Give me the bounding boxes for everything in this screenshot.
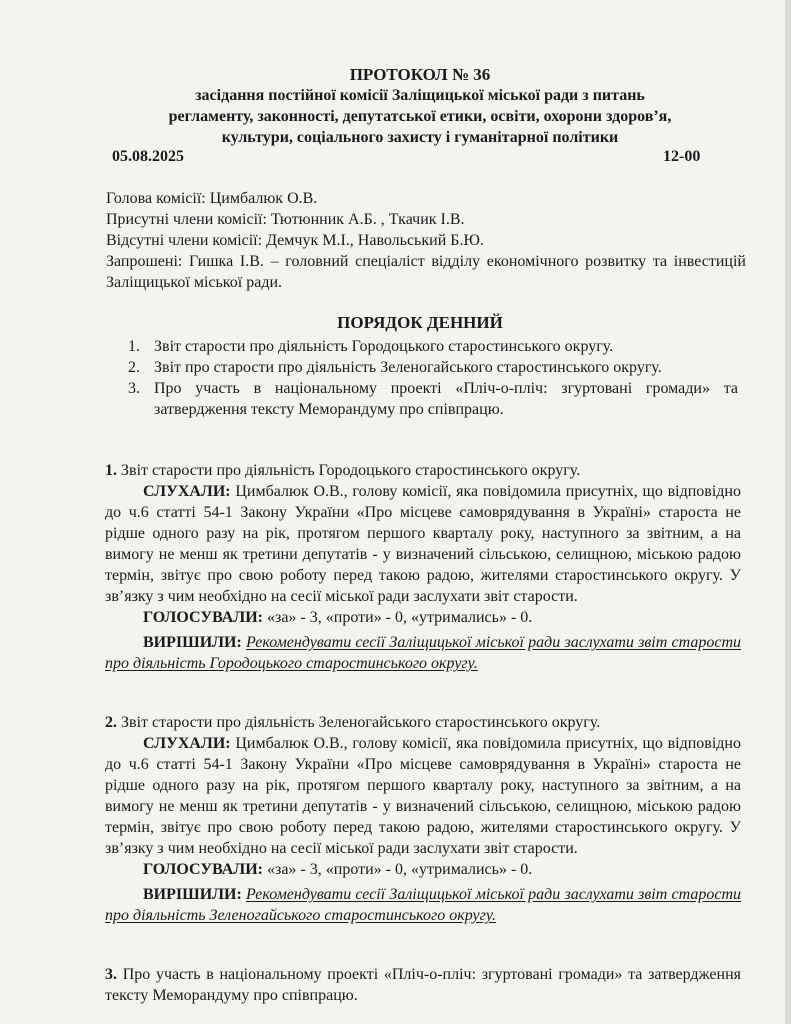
agenda-item-number: 1. xyxy=(128,338,140,355)
decided-paragraph xyxy=(105,884,741,926)
decided-paragraph xyxy=(105,632,741,674)
section-number: 3. xyxy=(105,966,117,983)
section-heading-text: Про участь в національному проекті «Пліч-о-пліч: згуртовані громади» та затвердження тексту Меморандуму про співпрацю. xyxy=(105,966,742,1004)
section-heading xyxy=(105,712,741,733)
protocol-subtitle-line: культури, соціального захисту і гуманітарної політики xyxy=(221,129,619,146)
heard-paragraph xyxy=(105,733,741,859)
section-3 xyxy=(105,964,741,1006)
section-heading-text: Звіт старости про діяльність Зеленогайського старостинського округу. xyxy=(121,714,601,731)
protocol-subtitle-line: регламенту, законності, депутатської етики, освіти, охорони здоров’я, xyxy=(168,108,672,125)
agenda-item-number: 2. xyxy=(128,359,140,376)
absent-line: Відсутні члени комісії: Демчук М.І., Навольський Б.Ю. xyxy=(106,232,484,249)
heard-label: СЛУХАЛИ: xyxy=(143,483,231,500)
section-number: 2. xyxy=(105,714,117,731)
heard-paragraph xyxy=(105,481,741,607)
protocol-subtitle-line: засідання постійної комісії Заліщицької міської ради з питань xyxy=(195,87,645,104)
decided-text: Рекомендувати сесії Заліщицької міської ради заслухати звіт старости про діяльність Зеленогайського старостинського округу. xyxy=(105,886,742,924)
section-1 xyxy=(105,460,741,674)
heard-label: СЛУХАЛИ: xyxy=(143,735,231,752)
section-heading-text: Звіт старости про діяльність Городоцького старостинського округу. xyxy=(121,462,581,479)
agenda-item xyxy=(128,357,738,378)
agenda-item-number: 3. xyxy=(128,380,140,397)
voted-label: ГОЛОСУВАЛИ: xyxy=(143,609,263,626)
voted-text: «за» - 3, «проти» - 0, «утримались» - 0. xyxy=(267,861,533,878)
protocol-title: ПРОТОКОЛ № 36 xyxy=(349,65,491,84)
decided-label: ВИРІШИЛИ: xyxy=(143,886,242,903)
decided-text: Рекомендувати сесії Заліщицької міської ради заслухати звіт старости про діяльність Городоцького старостинського округу. xyxy=(105,634,742,672)
chair-line: Голова комісії: Цимбалюк О.В. xyxy=(106,190,318,207)
protocol-header xyxy=(100,64,740,148)
section-number: 1. xyxy=(105,462,117,479)
invited-line: Запрошені: Гишка І.В. – головний спеціаліст відділу економічного розвитку та інвестицій Заліщицької міської ради. xyxy=(106,253,746,291)
voted-text: «за» - 3, «проти» - 0, «утримались» - 0. xyxy=(267,609,533,626)
voted-label: ГОЛОСУВАЛИ: xyxy=(143,861,263,878)
voted-line xyxy=(105,607,741,628)
agenda-list xyxy=(128,336,738,420)
agenda-item-text: Про участь в національному проекті «Пліч-о-пліч: згуртовані громади» та затвердження тексту Меморандуму про співпрацю. xyxy=(154,380,738,418)
present-line: Присутні члени комісії: Тютюнник А.Б. , Ткачик І.В. xyxy=(106,211,465,228)
scan-edge xyxy=(785,0,791,1024)
agenda-item xyxy=(128,378,738,420)
agenda-item-text: Звіт про старости про діяльність Зеленогайського старостинського округу. xyxy=(154,359,662,376)
decided-label: ВИРІШИЛИ: xyxy=(143,634,242,651)
meeting-date: 05.08.2025 xyxy=(112,148,184,165)
meeting-time: 12-00 xyxy=(663,148,701,165)
agenda-item xyxy=(128,336,738,357)
agenda-title: ПОРЯДОК ДЕННИЙ xyxy=(337,313,503,332)
attendees-block xyxy=(106,188,746,293)
section-heading xyxy=(105,964,741,1006)
agenda-item-text: Звіт старости про діяльність Городоцького старостинського округу. xyxy=(154,338,614,355)
heard-text: Цимбалюк О.В., голову комісії, яка повідомила присутніх, що відповідно до ч.6 статті 54-1 Закону України «Про місцеве самоврядування в Україні» староста не рідше одного разу на рік, протягом першого кварталу року, наступного за звітним, а на вимогу не менш як третини депутатів - у визначений сільською, селищною, міською радою термін, звітує про свою роботу перед такою радою, жителями старостинського округу. У зв’язку з чим необхідно на сесії міської ради заслухати звіт старости. xyxy=(105,483,741,605)
voted-line xyxy=(105,859,741,880)
section-2 xyxy=(105,712,741,926)
section-heading xyxy=(105,460,741,481)
heard-text: Цимбалюк О.В., голову комісії, яка повідомила присутніх, що відповідно до ч.6 статті 54-1 Закону України «Про місцеве самоврядування в Україні» староста не рідше одного разу на рік, протягом першого кварталу року, наступного за звітним, а на вимогу не менш як третини депутатів - у визначений сільською, селищною, міською радою термін, звітує про свою роботу перед такою радою, жителями старостинського округу. У зв’язку з чим необхідно на сесії міської ради заслухати звіт старости. xyxy=(105,735,741,857)
